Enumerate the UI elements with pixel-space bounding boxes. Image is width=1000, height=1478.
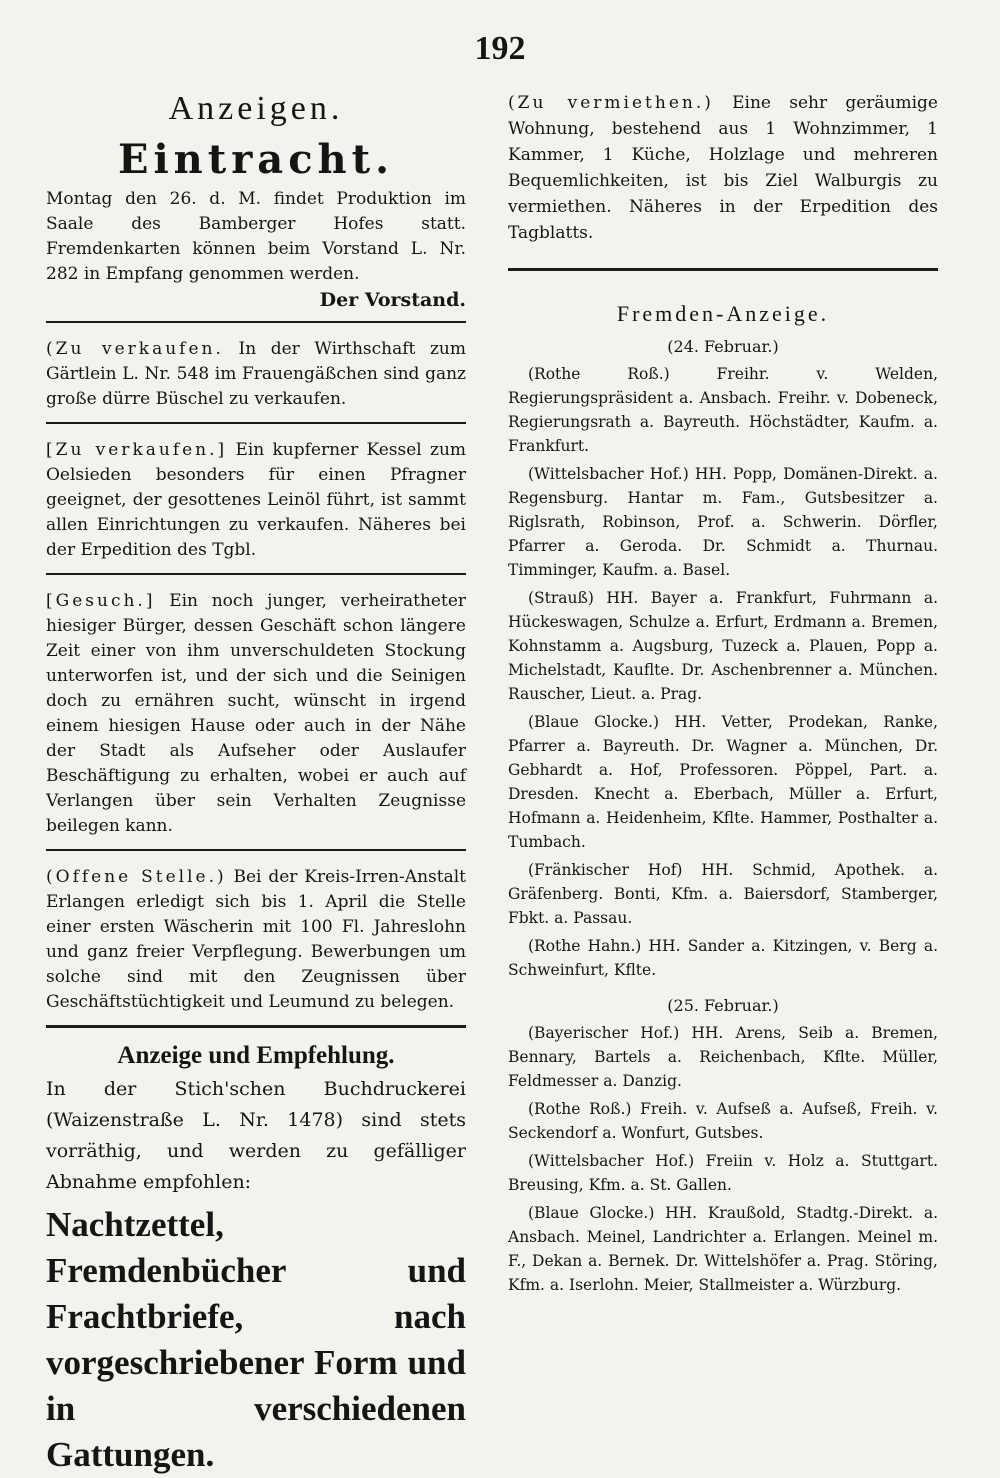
eintracht-signature: Der Vorstand. (319, 289, 466, 311)
divider (46, 1025, 466, 1028)
eintracht-title: Eintracht. (117, 136, 395, 183)
divider (46, 422, 466, 424)
divider (46, 321, 466, 323)
guest-entry: (Wittelsbacher Hof.) HH. Popp, Domänen-Direkt. a. Regensburg. Hantar m. Fam., Gutsbesitzer a. Riglsrath, Robinson, Prof. a. Schwerin. Dörfler, Pfarrer a. Geroda. Dr. Schmidt a. Thurnau. Timminger, Kaufm. a. Basel. (508, 465, 938, 579)
guest-entry: (Wittelsbacher Hof.) Freiin v. Holz a. Stuttgart. Breusing, Kfm. a. St. Gallen. (508, 1152, 938, 1194)
section-heading: Anzeigen. (168, 90, 344, 127)
date-line: (25. Februar.) (667, 996, 779, 1015)
page-number: 192 (474, 30, 526, 67)
ad-text: Bei der Kreis-Irren-Anstalt Erlangen erledigt sich bis 1. April die Stelle einer ersten Wäscherin mit 100 Fl. Jahreslohn und ganz freier Verpflegung. Bewerbungen um solche sind mit den Zeugnissen über Geschäftstüchtigkeit und Leumund zu belegen. (46, 867, 466, 1012)
guest-entry: (Blaue Glocke.) HH. Vetter, Prodekan, Ranke, Pfarrer a. Bayreuth. Dr. Wagner a. München, Dr. Gebhardt a. Hof, Professoren. Pöppel, Part. a. Dresden. Knecht a. Eberbach, Müller a. Erfurt, Hofmann a. Heidenheim, Kflte. Hammer, Posthalter a. Tumbach. (508, 713, 938, 851)
guest-entry: (Strauß) HH. Bayer a. Frankfurt, Fuhrmann a. Hückeswagen, Schulze a. Erfurt, Erdmann a. Bremen, Kohnstamm a. Augsburg, Tuzeck a. Plauen, Popp a. Michelstadt, Kauflte. Dr. Aschenbrenner a. München. Rauscher, Lieut. a. Prag. (508, 589, 938, 703)
fremden-heading: Fremden-Anzeige. (616, 301, 830, 326)
guest-entry: (Rothe Roß.) Freih. v. Aufseß a. Aufseß, Freih. v. Seckendorf a. Wonfurt, Gutsbes. (508, 1100, 938, 1142)
ad-rent (508, 90, 938, 246)
eintracht-notice (46, 136, 466, 311)
left-column (46, 90, 466, 1478)
ad-tag: [Zu verkaufen.] (46, 440, 228, 460)
ad-sale-1 (46, 337, 466, 412)
guest-entry: (Fränkischer Hof) HH. Schmid, Apothek. a. Gräfenberg. Bonti, Kfm. a. Baiersdorf, Stamberger, Fbkt. a. Passau. (508, 861, 938, 927)
announcement-title: Anzeige und Empfehlung. (117, 1042, 395, 1069)
guest-entry: (Blaue Glocke.) HH. Kraußold, Stadtg.-Direkt. a. Ansbach. Meinel, Landrichter a. Erlangen. Meinel m. F., Dekan a. Bernek. Dr. Wittelshöfer a. Prag. Störing, Kfm. a. Iserlohn. Meier, Stallmeister a. Würzburg. (508, 1204, 938, 1294)
print-shop-announcement (46, 1042, 466, 1478)
divider (46, 573, 466, 575)
guest-entry: (Rothe Hahn.) HH. Sander a. Kitzingen, v. Berg a. Schweinfurt, Kflte. (508, 937, 938, 979)
ad-tag: (Offene Stelle.) (46, 867, 227, 887)
ad-text: Ein noch junger, verheiratheter hiesiger Bürger, dessen Geschäft schon längere Zeit einer von ihm unverschuldeten Stockung unterworfen ist, und der sich und die Seinigen doch zu ernähren sucht, wünscht in irgend einem hiesigen Hause oder auch in der Nähe der Stadt als Aufseher oder Auslaufer Beschäftigung zu erhalten, wobei er auch auf Verlangen über sein Verhalten Zeugnisse beilegen kann. (46, 591, 467, 836)
guest-entry: (Rothe Roß.) Freihr. v. Welden, Regierungspräsident a. Ansbach. Freihr. v. Dobeneck, Regierungsrath a. Bayreuth. Höchstädter, Kaufm. a. Frankfurt. (508, 365, 938, 455)
date-line: (24. Februar.) (667, 337, 779, 356)
ad-request (46, 589, 466, 839)
announcement-products: Nachtzettel, Fremdenbücher und Frachtbriefe, nach vorgeschriebener Form und in verschiedenen Gattungen. (46, 1205, 466, 1474)
guest-entry: (Bayerischer Hof.) HH. Arens, Seib a. Bremen, Bennary, Bartels a. Reichenbach, Kflte. Müller, Feldmesser a. Danzig. (508, 1024, 938, 1090)
eintracht-body: Montag den 26. d. M. findet Produktion im Saale des Bamberger Hofes statt. Fremdenkarten können beim Vorstand L. Nr. 282 in Empfang genommen werden. (46, 189, 466, 284)
ad-tag: (Zu verkaufen. (46, 339, 224, 359)
ad-tag: (Zu vermiethen.) (508, 93, 714, 113)
ad-text: Eine sehr geräumige Wohnung, bestehend aus 1 Wohnzimmer, 1 Kammer, 1 Küche, Holzlage und mehreren Bequemlichkeiten, ist bis Ziel Walburgis zu vermiethen. Näheres in der Erpedition des Tagblatts. (508, 93, 938, 243)
right-column (508, 90, 938, 1301)
divider (508, 268, 938, 271)
ad-sale-2 (46, 438, 466, 563)
ad-text: Ein kupferner Kessel zum Oelsieden besonders für einen Pfragner geeignet, der gesottenes Leinöl führt, ist sammt allen Einrichtungen zu verkaufen. Näheres bei der Erpedition des Tgbl. (46, 440, 467, 560)
announcement-body: In der Stich'schen Buchdruckerei (Waizenstraße L. Nr. 1478) sind stets vorräthig, und werden zu gefälliger Abnahme empfohlen: (46, 1078, 466, 1193)
ad-tag: [Gesuch.] (46, 591, 156, 611)
divider (46, 849, 466, 851)
ad-job-opening (46, 865, 466, 1015)
ad-text: In der Wirthschaft zum Gärtlein L. Nr. 548 im Frauengäßchen sind ganz große dürre Büschel zu verkaufen. (46, 339, 466, 409)
